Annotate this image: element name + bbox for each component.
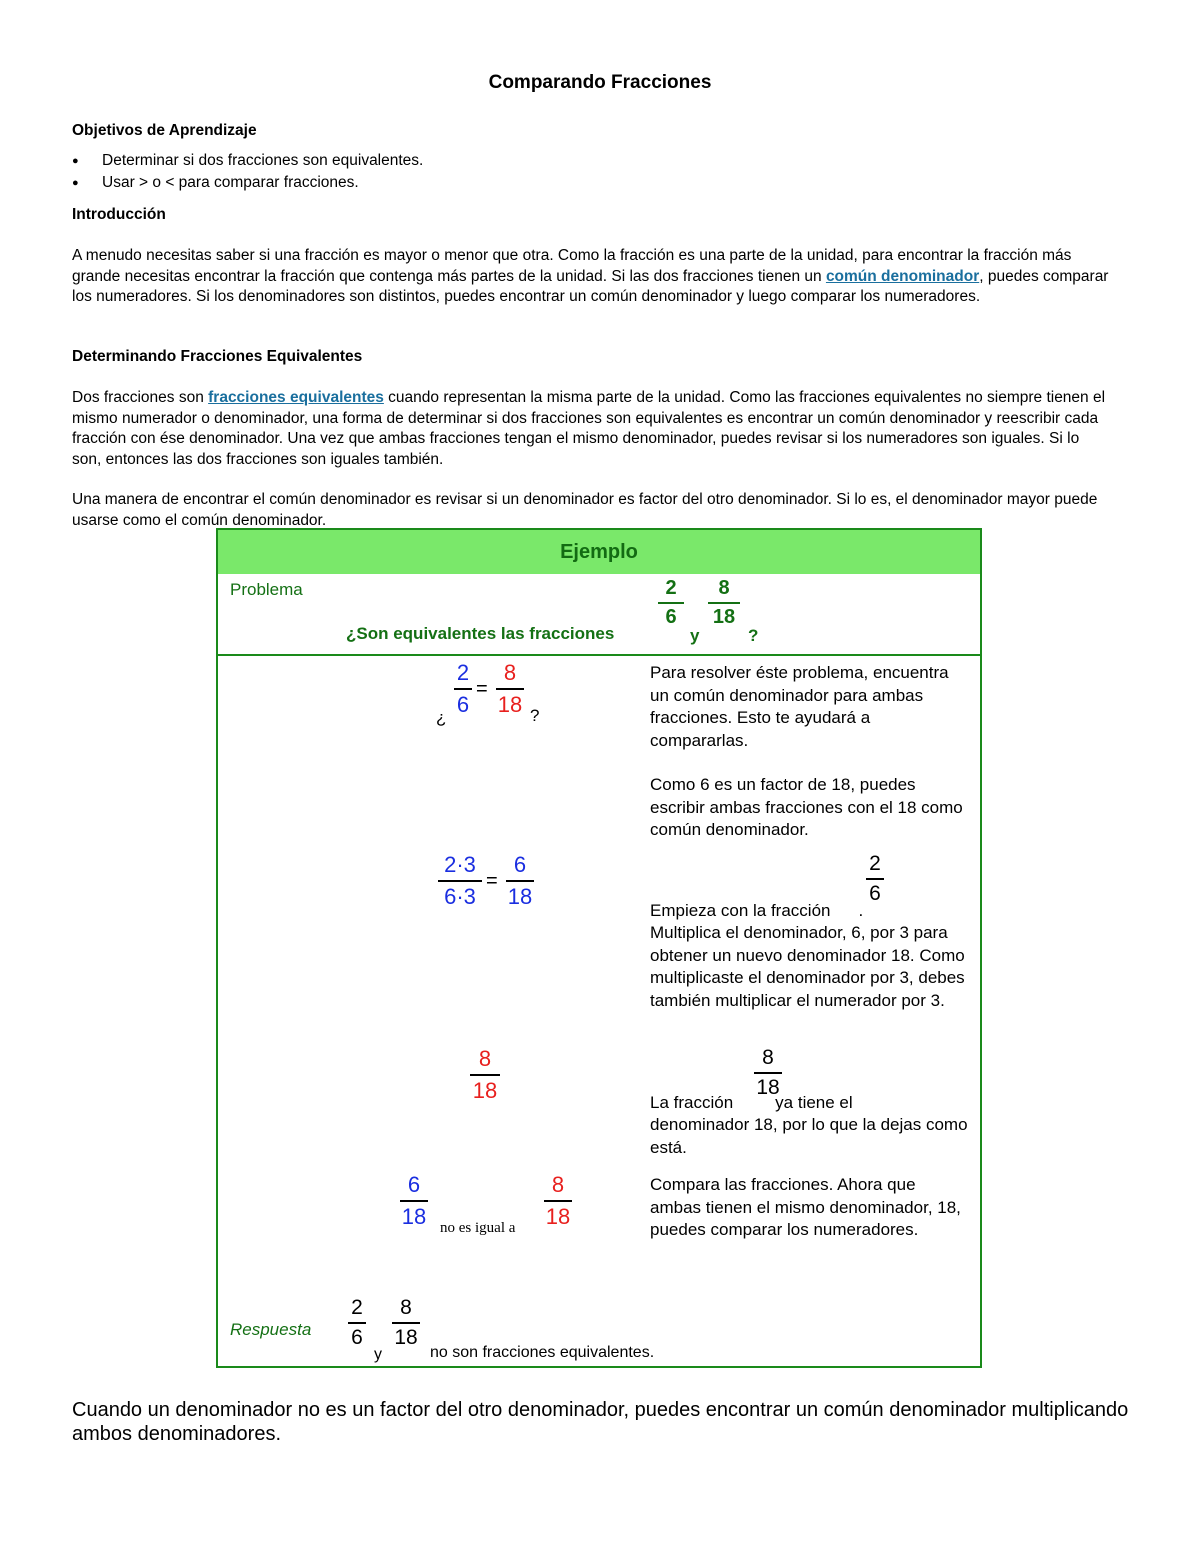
- step3-text-lead: La fracción ya tiene el: [650, 1093, 853, 1112]
- intro-heading: Introducción: [72, 206, 166, 223]
- step2-text: Multiplica el denominador, 6, por 3 para obtener un nuevo denominador 18. Como multiplicaste el denominador por 3, debes también multiplicar el numerador por 3.: [650, 923, 965, 1010]
- inline-fraction-2-6: 2 6: [866, 852, 884, 906]
- answer-fraction-a: 2 6: [348, 1296, 366, 1350]
- fraction-8-18-alone: 8 18: [470, 1046, 500, 1104]
- answer-text: no son fracciones equivalentes.: [430, 1344, 655, 1361]
- step1-text: Para resolver éste problema, encuentra un común denominador para ambas fracciones. Esto te ayudará a compararlas.: [650, 663, 949, 750]
- problem-fraction-b: 8 18: [708, 577, 740, 629]
- answer-fraction-b: 8 18: [392, 1296, 420, 1350]
- fraction-6-18: 6 18: [507, 852, 533, 909]
- step3-text: denominador 18, por lo que la dejas como está.: [650, 1115, 968, 1157]
- objectives-heading: Objetivos de Aprendizaje: [72, 122, 257, 139]
- closing-paragraph: Cuando un denominador no es un factor del otro denominador, puedes encontrar un común denominador multiplicando ambos denominadores.: [72, 1399, 1129, 1445]
- fraction-8-18-compare: 8 18: [545, 1172, 571, 1229]
- problem-row: Problema ¿Son equivalentes las fracciones 2 6 y 8 18 ?: [218, 574, 980, 656]
- equiv-paragraph-1: Dos fracciones son fracciones equivalentes cuando representan la misma parte de la unidad. Como las fracciones equivalentes no siempre tienen el mismo numerador o denominador, una forma de determinar si dos fracciones son equivalentes es encontrar un común denominador y reescribir cada fracción con ése denominador. Una vez que ambas fracciones tengan el mismo denominador, puedes revisar si los numeradores son iguales. Si lo son, entonces las dos fracciones son iguales también.: [72, 389, 1106, 468]
- link-fracciones-equivalentes[interactable]: fracciones equivalentes: [208, 389, 384, 406]
- step1-text-2: Como 6 es un factor de 18, puedes escribir ambas fracciones con el 18 como común denominador.: [650, 775, 963, 839]
- problem-fraction-a: 2 6: [658, 577, 684, 629]
- list-item: ● Usar > o < para comparar fracciones.: [72, 172, 423, 194]
- problem-label: Problema: [230, 580, 303, 599]
- link-comun-denominador[interactable]: común denominador: [825, 267, 980, 285]
- page-title: Comparando Fracciones: [488, 72, 712, 93]
- example-header: Ejemplo: [218, 530, 980, 574]
- intro-paragraph: A menudo necesitas saber si una fracción es mayor o menor que otra. Como la fracción es una parte de la unidad, para encontrar la fracción más grande necesitas encontrar la fracción que contenga más partes de la unidad. Si las dos fracciones tienen un común denominador, puedes comparar los numeradores. Si los denominadores son distintos, puedes encontrar un común denominador y luego comparar los numeradores.: [72, 247, 1109, 305]
- example-box: Ejemplo Problema ¿Son equivalentes las fracciones 2 6 y 8 18 ? ¿ 2 6 = 8 18 ? Para resolver éste problema, encuentra un común denominador para ambas fracciones. Esto te ayudará a compararlas. Como 6 es un factor de 18, puedes escribir ambas fracciones con el 18 como común denominador. 2·3 6·3 = 6 18 2 6 Empieza con la fracción . Multiplica el denominador, 6, por 3 para obtener un nuevo denominador 18. Como multiplicaste el denominador por 3, debes también multiplicar el numerador por 3. 8 18 8 18 La fracción ya tiene el denominador 18, por lo que la dejas como está. 6 18 no es igual a 8 18 Compara las fracciones. Ahora que ambas tienen el mismo denominador, 18, puedes comparar los numeradores. Respuesta 2 6 y 8 18 no son fracciones equivalentes.: [216, 528, 982, 1368]
- fraction-2-6: 2 6: [454, 660, 472, 718]
- fraction-multiplied: 2·3 6·3: [438, 852, 482, 910]
- answer-label: Respuesta: [230, 1320, 312, 1339]
- fraction-8-18: 8 18: [497, 660, 523, 717]
- list-item: ● Determinar si dos fracciones son equivalentes.: [72, 150, 423, 172]
- problem-question: ¿Son equivalentes las fracciones: [346, 624, 615, 643]
- step2-text-lead: Empieza con la fracción .: [650, 901, 864, 920]
- equiv-heading: Determinando Fracciones Equivalentes: [72, 348, 363, 365]
- step4-text: Compara las fracciones. Ahora que ambas tienen el mismo denominador, 18, puedes comparar los numeradores.: [650, 1175, 961, 1239]
- inline-fraction-8-18: 8 18: [754, 1046, 782, 1100]
- equiv-paragraph-2: Una manera de encontrar el común denominador es revisar si un denominador es factor del otro denominador. Si lo es, el denominador mayor puede usarse como el común denominador.: [72, 491, 1098, 529]
- objectives-list: [72, 150, 423, 194]
- not-equal-text: no es igual a: [440, 1220, 516, 1236]
- fraction-6-18-compare: 6 18: [401, 1172, 427, 1229]
